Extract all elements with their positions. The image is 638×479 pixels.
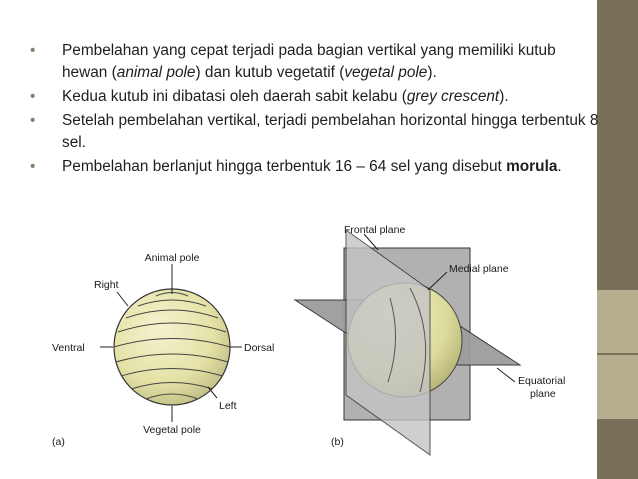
- label-equatorial-plane-2: plane: [530, 388, 556, 400]
- label-ventral: Ventral: [52, 342, 85, 354]
- figure-b-label: (b): [331, 436, 344, 448]
- bullet-dot-icon: •: [30, 88, 36, 105]
- bullet-text-segment: animal pole: [116, 64, 196, 81]
- label-equatorial-plane-1: Equatorial: [518, 375, 566, 387]
- bullet-text-segment: grey crescent: [406, 88, 500, 105]
- label-medial-plane: Medial plane: [449, 263, 509, 275]
- bullet-text-segment: Setelah pembelahan vertikal, terjadi pembelahan horizontal hingga terbentuk 8 sel.: [62, 112, 599, 151]
- bullet-text-segment: ).: [499, 88, 509, 105]
- label-dorsal: Dorsal: [244, 342, 275, 354]
- label-vegetal-pole: Vegetal pole: [143, 424, 201, 436]
- label-right: Right: [94, 279, 119, 291]
- bullet-dot-icon: •: [30, 112, 36, 129]
- bullet-text-segment: Pembelahan yang cepat terjadi pada bagian vertikal yang memiliki kutub hewan (: [62, 42, 556, 81]
- label-animal-pole: Animal pole: [144, 252, 200, 264]
- bullet-dot-icon: •: [30, 158, 36, 175]
- figure-a-label: (a): [52, 436, 65, 448]
- sphere-a: [114, 289, 230, 405]
- bullet-text-segment: .: [557, 158, 562, 175]
- bullet-text-segment: ).: [427, 64, 437, 81]
- bullet-text-segment: vegetal pole: [344, 64, 428, 81]
- bullet-text-segment: Pembelahan berlanjut hingga terbentuk 16 – 64 sel yang disebut: [62, 158, 507, 175]
- bullet-text-segment: morula: [506, 158, 558, 175]
- bullet-dot-icon: •: [30, 42, 36, 59]
- label-left: Left: [219, 400, 237, 412]
- bullet-text-segment: ) dan kutub vegetatif (: [195, 64, 345, 81]
- label-frontal-plane: Frontal plane: [344, 224, 406, 236]
- bullet-text-segment: Kedua kutub ini dibatasi oleh daerah sabit kelabu (: [62, 88, 407, 105]
